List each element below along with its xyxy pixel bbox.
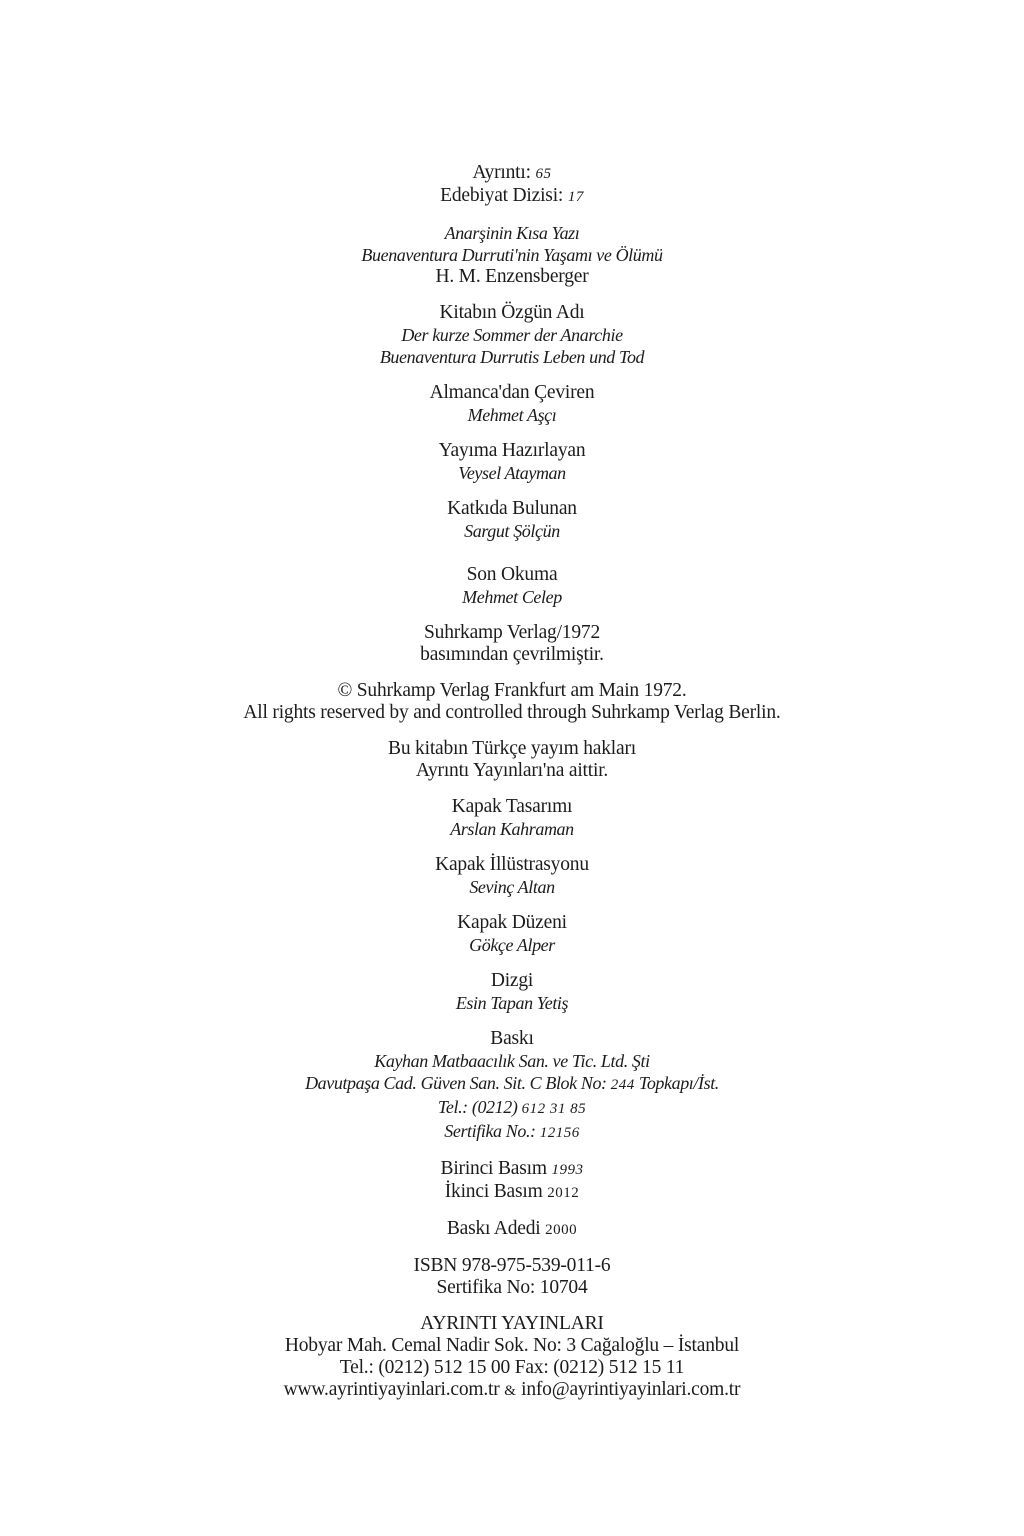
- contributor-heading: Katkıda Bulunan: [447, 498, 577, 519]
- original-title-line-2: Buenaventura Durrutis Leben und Tod: [379, 347, 645, 367]
- book-author: H. M. Enzensberger: [435, 266, 589, 287]
- editor-block: [0, 440, 1024, 484]
- printing-address: [0, 1072, 1024, 1096]
- first-edition-label: Birinci Basım: [440, 1158, 547, 1179]
- printing-address-prefix: Davutpaşa Cad. Güven San. Sit. C Blok No:: [305, 1073, 607, 1093]
- series-info: [0, 162, 1024, 208]
- isbn-block: [0, 1255, 1024, 1299]
- typesetting-name: Esin Tapan Yetiş: [455, 993, 569, 1013]
- cover-illustration-name: Sevinç Altan: [469, 877, 555, 897]
- turkish-rights-line-2: Ayrıntı Yayınları'na aittir.: [415, 760, 609, 781]
- printing-heading: Baskı: [490, 1028, 534, 1049]
- typesetting-heading: Dizgi: [490, 970, 534, 991]
- publisher-block: [0, 1313, 1024, 1402]
- original-title-block: [0, 302, 1024, 368]
- cover-design-heading: Kapak Tasarımı: [451, 796, 573, 817]
- print-run: [0, 1218, 1024, 1241]
- editor-name: Veysel Atayman: [458, 463, 566, 483]
- copyright-line-2: All rights reserved by and controlled through Suhrkamp Verlag Berlin.: [243, 702, 781, 723]
- colophon-page: [0, 162, 1024, 1416]
- printing-address-number: 244: [610, 1077, 635, 1093]
- series-number-1: 65: [535, 166, 552, 182]
- cover-illustration-heading: Kapak İllüstrasyonu: [435, 854, 589, 875]
- typesetting-block: [0, 970, 1024, 1014]
- printing-address-suffix: Topkapı/İst.: [638, 1073, 719, 1093]
- cover-layout-block: [0, 912, 1024, 956]
- series-line-2: [0, 185, 1024, 208]
- book-subtitle: Buenaventura Durruti'nin Yaşamı ve Ölümü: [361, 245, 663, 265]
- book-title: Anarşinin Kısa Yazı: [444, 223, 580, 243]
- second-edition-label: İkinci Basım: [444, 1181, 543, 1202]
- translator-block: [0, 382, 1024, 426]
- editions-block: [0, 1158, 1024, 1204]
- cover-illustration-block: [0, 854, 1024, 898]
- printing-phone-prefix: Tel.: (0212): [437, 1097, 518, 1117]
- publisher-address: Hobyar Mah. Cemal Nadir Sok. No: 3 Cağaloğlu – İstanbul: [284, 1335, 740, 1356]
- publisher-name: AYRINTI YAYINLARI: [420, 1313, 604, 1334]
- publisher-email-link[interactable]: info@ayrintiyayinlari.com.tr: [521, 1379, 741, 1400]
- first-edition: [0, 1158, 1024, 1181]
- cover-design-block: [0, 796, 1024, 840]
- cover-layout-heading: Kapak Düzeni: [457, 912, 567, 933]
- series-number-2: 17: [567, 189, 584, 205]
- copyright-line-1: © Suhrkamp Verlag Frankfurt am Main 1972.: [337, 680, 687, 701]
- isbn-number: ISBN 978-975-539-011-6: [413, 1255, 611, 1276]
- publisher-phone: Tel.: (0212) 512 15 00 Fax: (0212) 512 15 11: [339, 1357, 685, 1378]
- printing-certificate-number: 12156: [539, 1125, 580, 1141]
- contributor-block: [0, 498, 1024, 542]
- series-line-1: [0, 162, 1024, 185]
- second-edition: [0, 1181, 1024, 1204]
- original-title-line-1: Der kurze Sommer der Anarchie: [401, 325, 623, 345]
- translator-heading: Almanca'dan Çeviren: [429, 382, 595, 403]
- source-edition-line-1: Suhrkamp Verlag/1972: [424, 622, 600, 643]
- printing-certificate-prefix: Sertifika No.:: [444, 1121, 536, 1141]
- print-run-label: Baskı Adedi: [446, 1218, 541, 1239]
- printing-certificate: [0, 1120, 1024, 1144]
- printing-phone-number: 612 31 85: [521, 1101, 587, 1117]
- original-title-heading: Kitabın Özgün Adı: [439, 302, 585, 323]
- publisher-contact: [0, 1379, 1024, 1402]
- publisher-website-link[interactable]: www.ayrintiyayinlari.com.tr: [283, 1379, 500, 1400]
- printing-block: [0, 1028, 1024, 1144]
- cover-design-name: Arslan Kahraman: [450, 819, 574, 839]
- contributor-name: Sargut Şölçün: [464, 521, 560, 541]
- print-run-block: [0, 1218, 1024, 1241]
- publisher-certificate: Sertifika No: 10704: [436, 1277, 588, 1298]
- copyright-block: [0, 680, 1024, 724]
- source-edition-block: [0, 622, 1024, 666]
- proofreading-name: Mehmet Celep: [462, 587, 562, 607]
- printing-company: Kayhan Matbaacılık San. ve Tic. Ltd. Şti: [374, 1051, 650, 1071]
- ampersand: &: [504, 1383, 517, 1399]
- editor-heading: Yayıma Hazırlayan: [438, 440, 586, 461]
- second-edition-year: 2012: [547, 1185, 580, 1201]
- turkish-rights-block: [0, 738, 1024, 782]
- cover-layout-name: Gökçe Alper: [469, 935, 555, 955]
- print-run-value: 2000: [545, 1222, 578, 1238]
- turkish-rights-line-1: Bu kitabın Türkçe yayım hakları: [388, 738, 636, 759]
- proofreading-block: [0, 564, 1024, 608]
- proofreading-heading: Son Okuma: [466, 564, 558, 585]
- printing-phone: [0, 1096, 1024, 1120]
- source-edition-line-2: basımından çevrilmiştir.: [420, 644, 604, 665]
- translator-name: Mehmet Aşçı: [467, 405, 557, 425]
- first-edition-year: 1993: [551, 1162, 584, 1178]
- series-label-1: Ayrıntı:: [472, 162, 531, 183]
- book-title-block: [0, 222, 1024, 288]
- series-label-2: Edebiyat Dizisi:: [440, 185, 564, 206]
